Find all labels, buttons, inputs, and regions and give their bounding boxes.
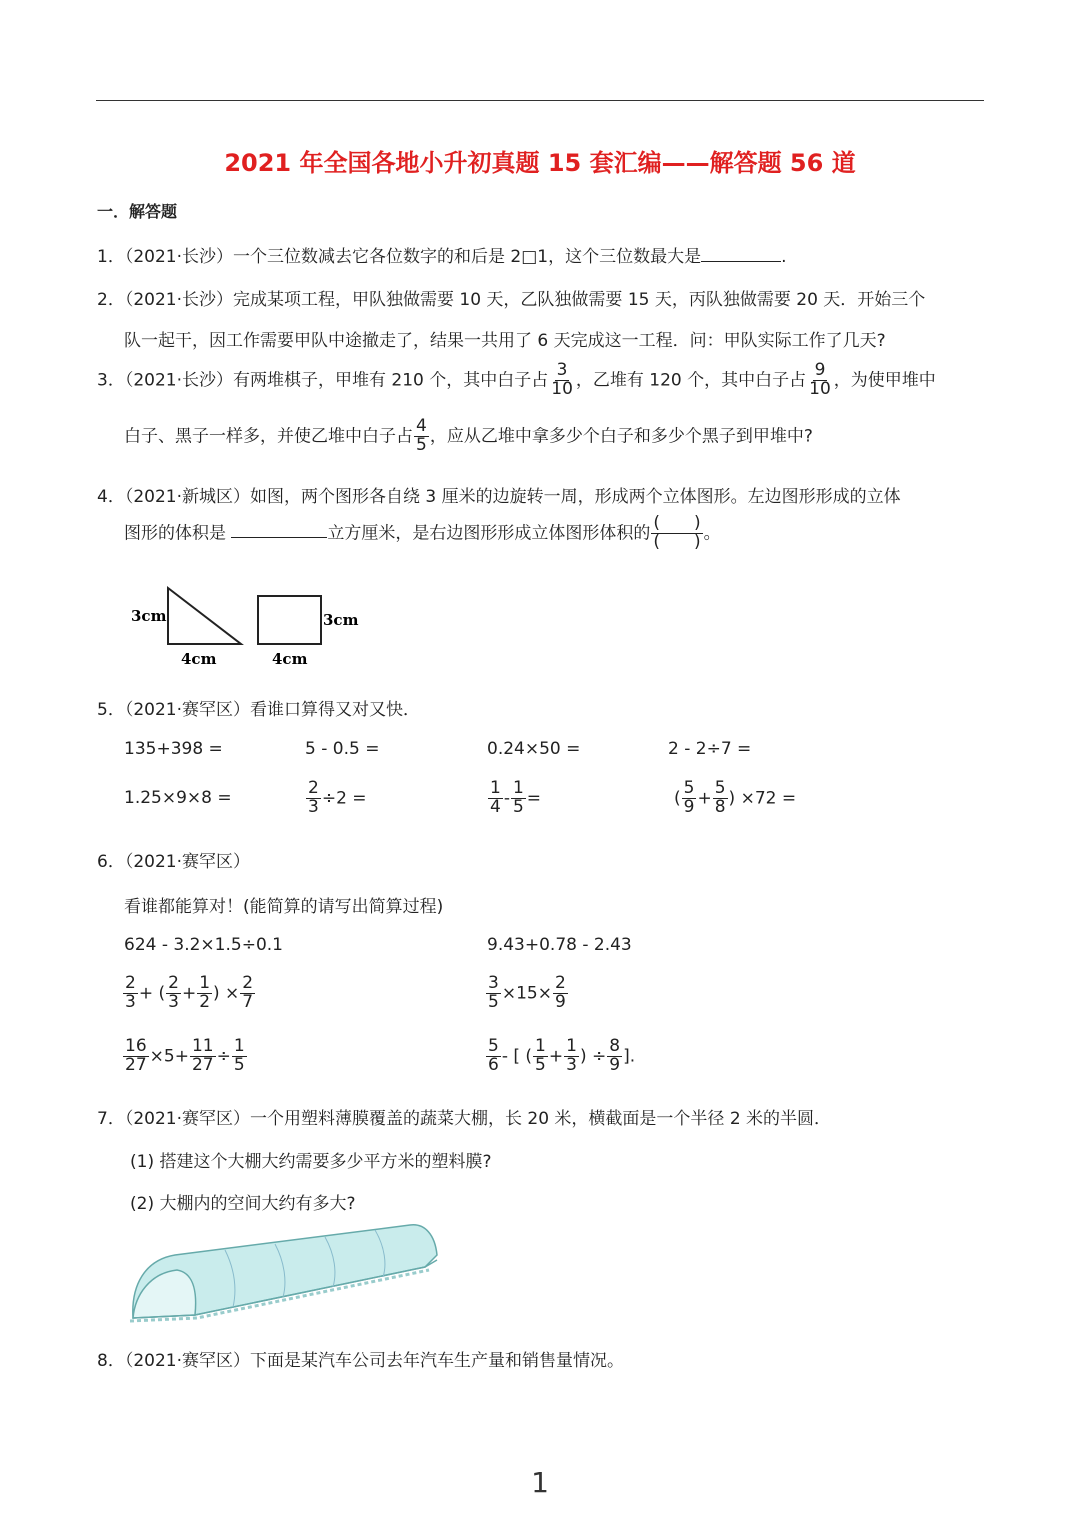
q5-expr-3: 0.24×50 = — [487, 739, 581, 759]
right-triangle — [168, 588, 241, 644]
q6-expr-3: $\frac{2}{3}$ + ( $\frac{2}{3}$ + $\frac{1}{2}$ ) × $\frac{2}{7}$ — [125, 973, 254, 1012]
question-3-line2: 白子、黑子一样多，并使乙堆中白子占 $\frac{4}{5}$ ，应从乙堆中拿多少个白子和多少个黑子到甲堆中? — [124, 416, 813, 455]
question-6-sub: 看谁都能算对！(能简算的请写出简算过程) — [124, 897, 444, 917]
q5-expr-2: 5 - 0.5 = — [305, 739, 380, 759]
greenhouse-illustration — [125, 1215, 445, 1330]
question-3-line1: 3．（2021·长沙）有两堆棋子，甲堆有 210 个，其中白子占 $\frac{3}{10}$ ，乙堆有 120 个，其中白子占 $\frac{9}{10}$ ，为使甲堆中 — [97, 360, 936, 399]
tri-base-label: 4cm — [181, 650, 217, 668]
question-6-head: 6．（2021·赛罕区） — [97, 852, 250, 872]
question-7-part1: (1) 搭建这个大棚大约需要多少平方米的塑料膜? — [130, 1152, 492, 1172]
question-7-head: 7．（2021·赛罕区）一个用塑料薄膜覆盖的蔬菜大棚，长 20 米，横截面是一个半径 2 米的半圆． — [97, 1109, 832, 1129]
question-1: 1．（2021·长沙）一个三位数减去它各位数字的和后是 2□1，这个三位数最大是 . — [97, 247, 787, 267]
q6-expr-4: $\frac{3}{5}$ ×15× $\frac{2}{9}$ — [488, 973, 566, 1012]
question-5-head: 5．（2021·赛罕区）看谁口算得又对又快． — [97, 700, 420, 720]
q6-expr-5: $\frac{16}{27}$ ×5+ $\frac{11}{27}$ ÷ $\frac{1}{5}$ — [125, 1036, 245, 1075]
question-8-head: 8．（2021·赛罕区）下面是某汽车公司去年汽车生产量和销售量情况。 — [97, 1351, 624, 1371]
question-4-line2: 图形的体积是 立方厘米，是右边图形形成立体图形体积的 $\frac{( )}{( )}$ 。 — [124, 513, 721, 552]
top-rule — [96, 100, 984, 101]
q4-figure — [125, 578, 375, 670]
question-4-line1: 4．（2021·新城区）如图，两个图形各自绕 3 厘米的边旋转一周，形成两个立体图形。左边图形形成的立体 — [97, 487, 901, 507]
q6-expr-6: $\frac{5}{6}$ - [ ( $\frac{1}{5}$ + $\frac{1}{3}$ ) ÷ $\frac{8}{9}$ ]. — [488, 1036, 636, 1075]
q5-expr-4: 2 - 2÷7 = — [668, 739, 752, 759]
page-title: 2021 年全国各地小升初真题 15 套汇编——解答题 56 道 — [224, 149, 856, 177]
q6-expr-2: 9.43+0.78 - 2.43 — [487, 935, 632, 955]
question-2-line1: 2．（2021·长沙）完成某项工程，甲队独做需要 10 天，乙队独做需要 15 天，丙队独做需要 20 天．开始三个 — [97, 290, 926, 310]
question-7-part2: (2) 大棚内的空间大约有多大? — [130, 1194, 356, 1214]
section-heading: 一．解答题 — [97, 202, 178, 221]
q5-expr-5: 1.25×9×8 = — [124, 788, 232, 808]
rect-side-label: 3cm — [323, 611, 359, 629]
tri-side-label: 3cm — [131, 607, 167, 625]
q5-expr-1: 135+398 = — [124, 739, 223, 759]
page-number: 1 — [531, 1466, 549, 1499]
q5-expr-6: $\frac{2}{3}$ ÷2 = — [308, 778, 367, 817]
rect-base-label: 4cm — [272, 650, 308, 668]
q5-expr-7: $\frac{1}{4}$ - $\frac{1}{5}$ = — [490, 778, 542, 817]
question-2-line2: 队一起干，因工作需要甲队中途撤走了，结果一共用了 6 天完成这一工程．问：甲队实际工作了几天? — [124, 331, 886, 351]
rectangle — [258, 596, 321, 644]
q5-expr-8: ( $\frac{5}{9}$ + $\frac{5}{8}$ ) ×72 = — [674, 778, 797, 817]
q6-expr-1: 624 - 3.2×1.5÷0.1 — [124, 935, 283, 955]
